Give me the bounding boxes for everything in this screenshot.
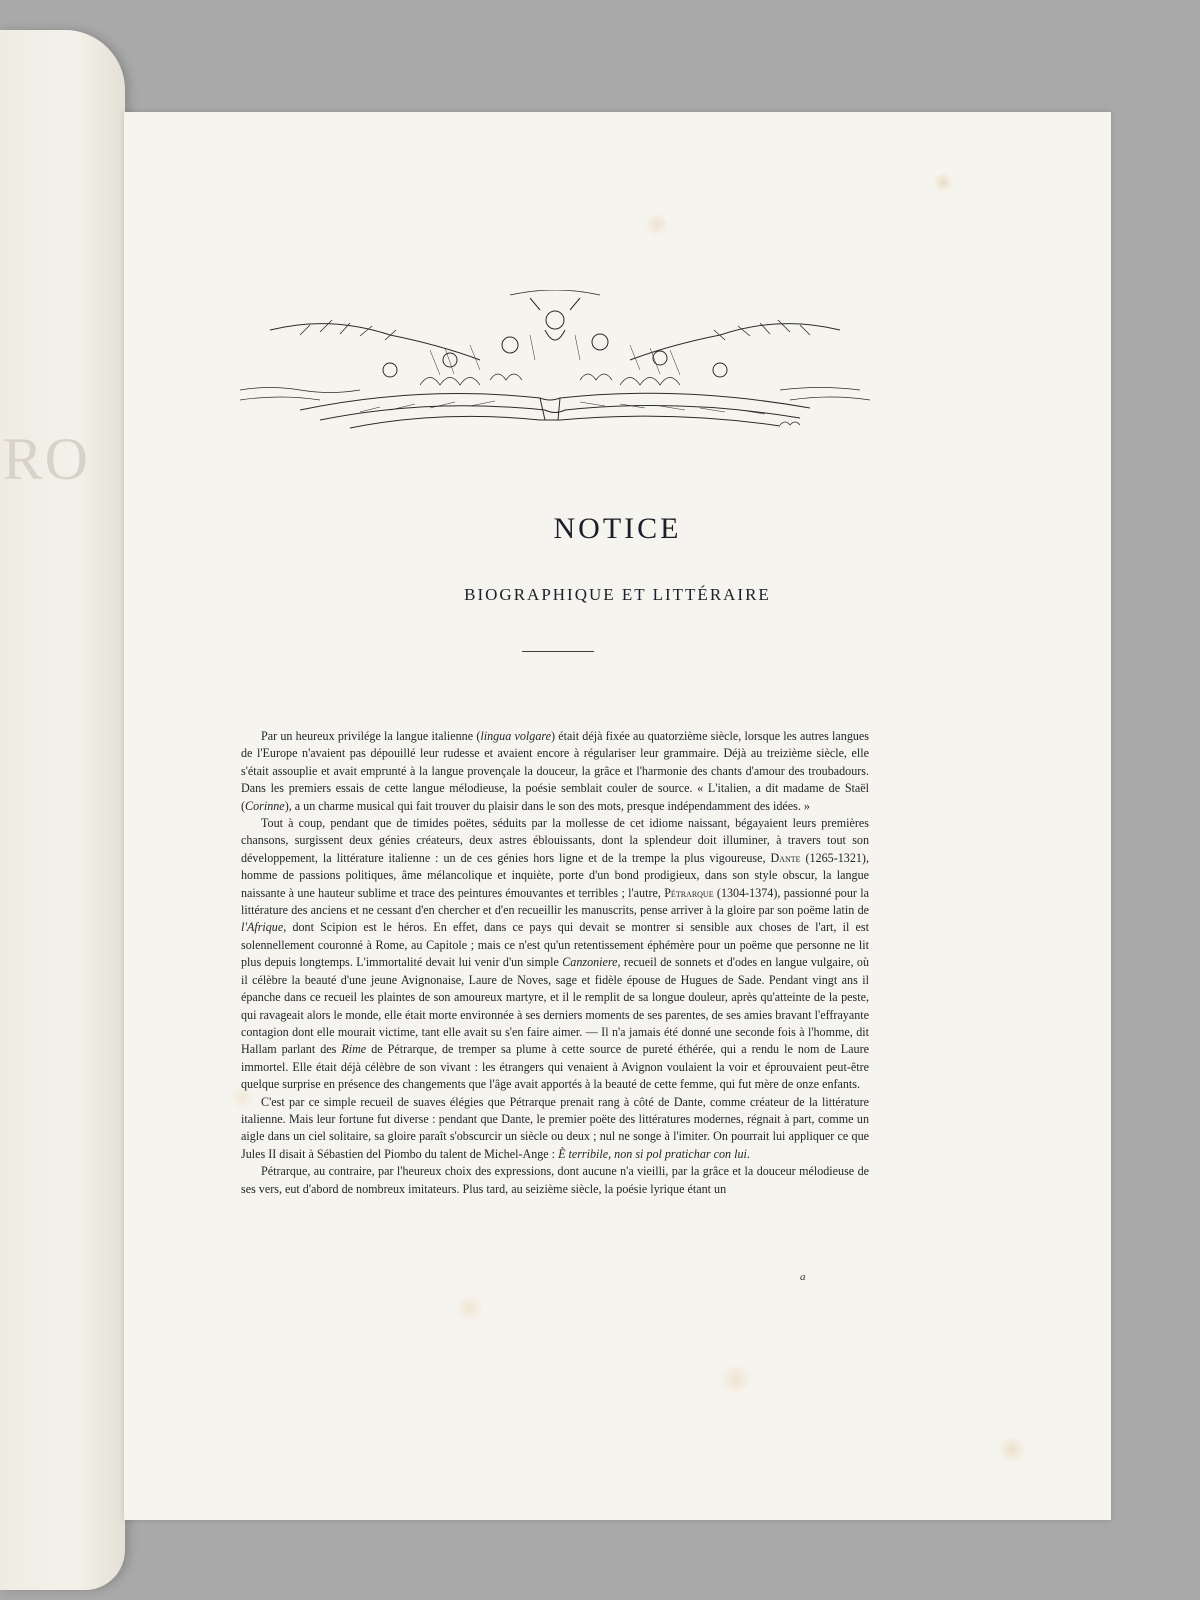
italic-term: l'Afrique: [241, 920, 284, 935]
page-title: NOTICE: [553, 512, 682, 545]
decorative-vignette-illustration: [240, 290, 870, 450]
text-run: Pétrarque, au contraire, par l'heureux choix des expressions, dont aucune n'a vieilli, par la grâce et la douceur mélodieuse de ses vers, eut d'abord de nombreux imitateurs. Plus tard, au seizième siècle, la poésie lyrique étant un: [241, 1164, 869, 1196]
italic-quote: È terribile, non si pol pratichar con lui: [558, 1146, 747, 1161]
text-run: ) était déjà fixée au quatorzième siècle, lorsque les autres langues de l'Europe n'avaient pas dépouillé leur rudesse et avaient encore à régulariser leur grammaire. Déjà au treizième siècle, elle s'était assouplie et avait emprunté à la langue provençale la douceur, la grâce et l'harmonie des chants d'amour des troubadours. Dans les premiers essais de cette langue mélodieuse, la poésie semblait couler de source. « L'italien, a dit madame de Staël (: [241, 729, 869, 813]
paragraph-2: [241, 815, 869, 1094]
page-subtitle: BIOGRAPHIQUE ET LITTÉRAIRE: [464, 585, 771, 604]
text-run: , dont Scipion est le héros. En effet, dans ce pays qui devait se montrer si sensible aux choses de l'art, il est solennellement couronné à Rome, au Capitole ; mais ce n'est qu'un retentissement éphémère pour un poëme que personne ne lit plus depuis longtemps. L'immortalité devait lui venir d'un simple: [241, 920, 869, 970]
title-divider-rule: [522, 651, 594, 652]
text-run: Par un heureux privilége la langue italienne (: [261, 729, 481, 743]
text-run: , recueil de sonnets et d'odes en langue vulgaire, où il célèbre la beauté d'une jeune Avignonaise, Laure de Noves, sage et fidèle épouse de Hugues de Sade. Pendant vingt ans il épanche dans ce recueil les plaintes de son amoureux martyre, et il le remplit de sa longue douleur, après qu'atteinte de la peste, qui ravageait alors le monde, elle était morte environnée à ses derniers moments de ses parentes, de ses amies bravant l'effrayante contagion dont elle mourait victime, tant elle avait su s'en faire aimer. — Il n'a jamais été donné une seconde fois à l'homme, dit Hallam parlant des: [241, 955, 869, 1057]
paragraph-3: [241, 1094, 869, 1164]
italic-term: Rime: [341, 1042, 367, 1057]
text-run: ), a un charme musical qui fait trouver du plaisir dans le son des mots, presque indépendamment des idées. »: [284, 798, 810, 813]
left-page-bleedthrough: RO: [2, 426, 90, 492]
text-run: .: [746, 1146, 750, 1161]
notice-body: [241, 728, 869, 1198]
name-smallcaps: Pétrarque: [664, 885, 714, 900]
paragraph-4: [241, 1163, 869, 1198]
text-run: de Pétrarque, de tremper sa plume à cette source de pureté éthérée, qui a rendu le nom de Laure immortel. Elle était déjà célèbre de son vivant : les étrangers qui venaient à Avignon voulaient la voir et éprouvaient peut-être quelque surprise en présence des changements que l'âge avait apportés à la beauté de cette femme, qui fut mère de onze enfants.: [241, 1042, 869, 1092]
text-run: Tout à coup, pendant que de timides poëtes, séduits par la mollesse de cet idiome naissant, bégayaient leurs premières chansons, surgissent deux génies créateurs, deux astres éblouissants, dont la splendeur doit illuminer, à travers tout son développement, la littérature italienne : un de ces génies hors ligne et de la trempe la plus vigoureuse,: [241, 816, 869, 865]
left-page: [0, 30, 125, 1590]
paragraph-1: [241, 728, 869, 815]
italic-term: Corinne: [245, 798, 285, 813]
italic-term: Canzoniere: [562, 955, 618, 970]
signature-mark: a: [800, 1271, 806, 1283]
name-smallcaps: Dante: [770, 850, 801, 865]
text-run: C'est par ce simple recueil de suaves élégies que Pétrarque prenait rang à côté de Dante, comme créateur de la littérature italienne. Mais leur fortune fut diverse : pendant que Dante, le premier poëte des littératures modernes, régnait à part, comme un aigle dans un ciel solitaire, sa gloire paraît s'obscurcir un siècle ou deux ; nul ne songe à l'imiter. On pourrait lui appliquer ce que Jules II disait à Sébastien del Piombo du talent de Michel-Ange :: [241, 1094, 869, 1161]
text-run: (1265-1321), homme de passions politiques, âme mélancolique et inquiète, porte d'un bond prodigieux, dans son style obscur, la langue naissante à une hauteur sublime et trace des peintures émouvantes et terribles ; l'autre,: [241, 850, 869, 900]
italic-term: lingua volgare: [480, 729, 551, 743]
text-run: (1304-1374), passionné pour la littérature des anciens et ne cessant d'en chercher et d'en recueillir les manuscrits, pense arriver à la gloire par son poëme latin de: [241, 885, 869, 918]
